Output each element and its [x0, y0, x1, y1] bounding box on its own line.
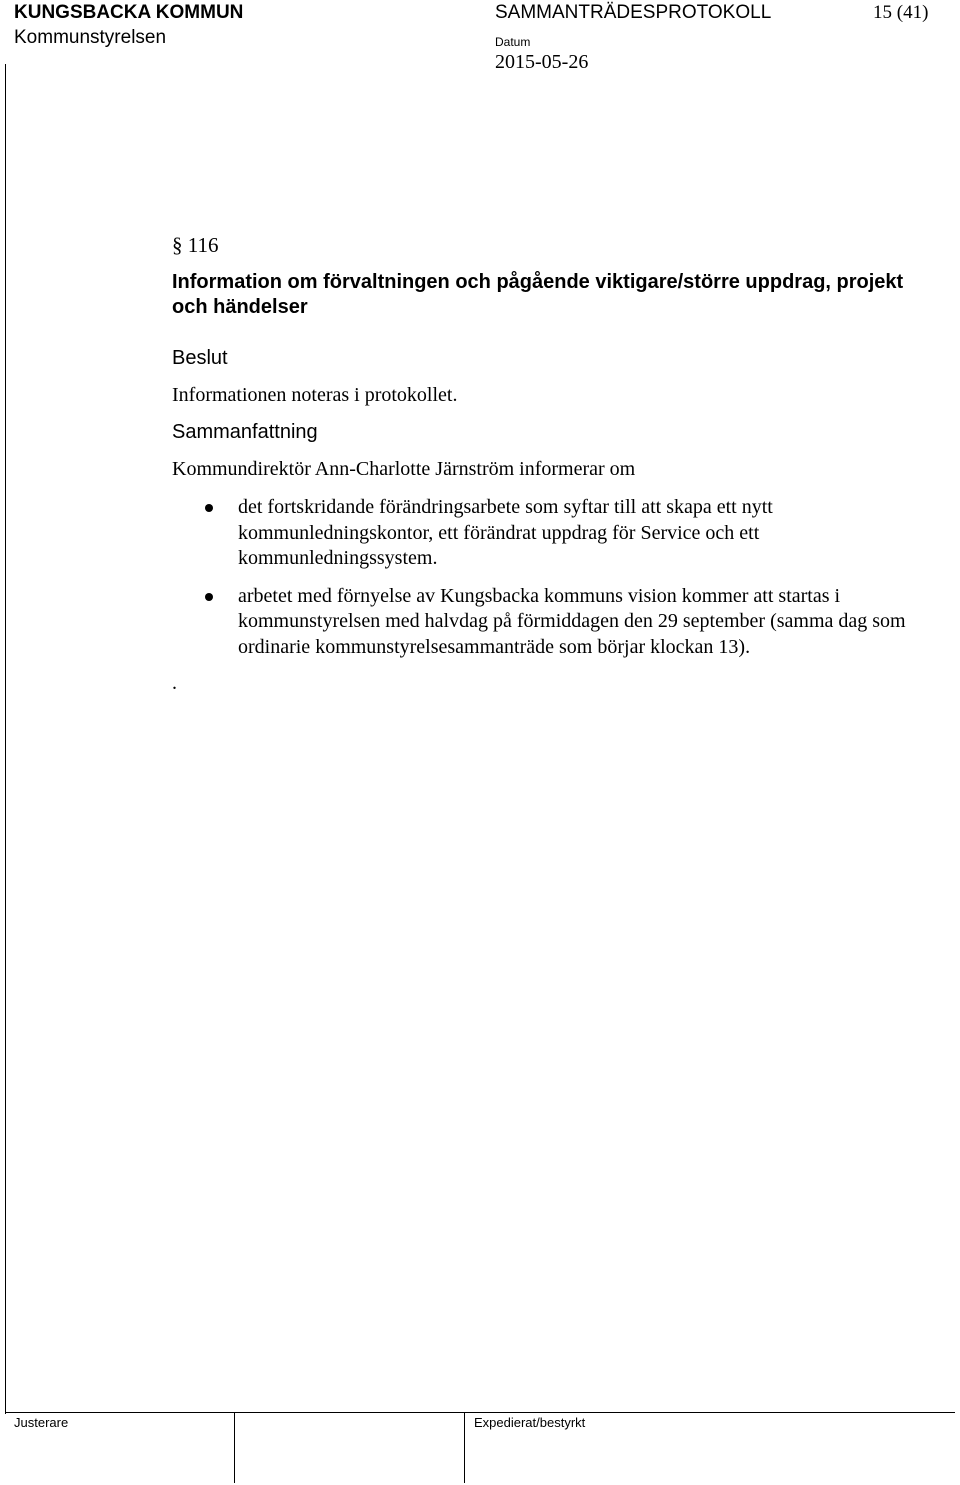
- organization-name: KUNGSBACKA KOMMUN: [14, 2, 244, 23]
- meeting-date: 2015-05-26: [495, 51, 589, 73]
- summary-bullet-list: [205, 495, 925, 672]
- footer-divider: [464, 1413, 465, 1483]
- page-number: 15 (41): [873, 2, 929, 23]
- beslut-heading: Beslut: [172, 347, 228, 369]
- document-type: SAMMANTRÄDESPROTOKOLL: [495, 2, 772, 23]
- bullet-icon: [205, 593, 213, 601]
- signature-footer: [5, 1412, 955, 1483]
- footer-divider: [234, 1413, 235, 1483]
- item-title: Information om förvaltningen och pågående viktigare/större uppdrag, projekt och händelser: [172, 271, 904, 318]
- beslut-text: Informationen noteras i protokollet.: [172, 384, 458, 406]
- sammanfattning-intro: Kommundirektör Ann-Charlotte Järnström informerar om: [172, 458, 636, 480]
- bullet-text: det fortskridande förändringsarbete som syftar till att skapa ett nytt kommunledningskontor, ett förändrat uppdrag för Service och ett kommunledningssystem.: [238, 496, 773, 569]
- bullet-text: arbetet med förnyelse av Kungsbacka kommuns vision kommer att startas i kommunstyrelsen med halvdag på förmiddagen den 29 september (samma dag som ordinarie kommunstyrelsesammanträde som börjar klockan 13).: [238, 584, 906, 658]
- list-item: [205, 584, 925, 661]
- justerare-label: Justerare: [14, 1415, 69, 1430]
- paragraph-number: § 116: [172, 233, 219, 257]
- sammanfattning-heading: Sammanfattning: [172, 421, 318, 443]
- date-label: Datum: [495, 35, 531, 49]
- board-name: Kommunstyrelsen: [14, 27, 167, 48]
- list-item: [205, 495, 925, 572]
- expedierat-label: Expedierat/bestyrkt: [474, 1415, 586, 1430]
- trailing-mark: .: [172, 672, 177, 694]
- left-margin-rule: [5, 64, 6, 1414]
- bullet-icon: [205, 504, 213, 512]
